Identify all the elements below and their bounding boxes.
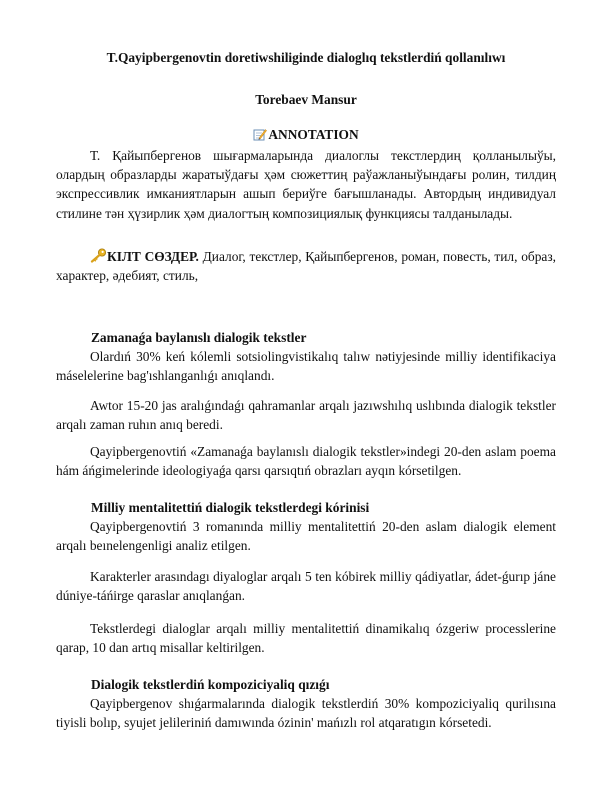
paper-title: T.Qayipbergenovtin doretiwshiliginde dialoglıq tekstlerdiń qollanılıwı [106, 50, 506, 65]
section-heading: Zamanaǵa baylanıslı dialogik tekstler [91, 330, 307, 345]
section-paragraph: Qayipbergenovtiń 3 romanında milliy mentalitettiń 20-den aslam dialogik element arqalı beınelengenligi analiz etilgen. [56, 519, 556, 554]
annotation-text: Т. Қайыпбергенов шығармаларында диалоглы текстлердиң қолланылыўы, олардың образларды жаратыўдағы ҳәм сюжеттиң раўажланыўындағы ролин, тилдиң экспрессивлик имканиятларын ашып бериўге бағышланады. Автордың индивидуал стилине тән ҳүзирлик ҳәм диалогтың композициялық функциясы талданылады. [56, 148, 556, 221]
annotation-heading-text: ANNOTATION [268, 127, 359, 142]
section-paragraph: Olardıń 30% keń kólemli sotsiolingvistikalıq talıw nətiyjesinde milliy identifikaciya máselelerine bag'ıshlanganlıǵı anıqlandı. [56, 349, 556, 384]
section-heading: Milliy mentalitettiń dialogik tekstlerdegi kórinisi [91, 500, 370, 515]
keywords-text: Диалог, текстлер, Қайыпбергенов, роман, повесть, тил, образ, характер, әдебият, стиль, [56, 249, 556, 284]
section-heading: Dialogik tekstlerdiń kompoziciyaliq qızıǵı [91, 677, 330, 692]
section-paragraph: Awtor 15-20 jas aralıǵındaǵı qahramanlar arqalı jazıwshılıq uslıbında dialogik tekstler arqalı zaman ruhın anıq beredi. [56, 398, 556, 433]
memo-icon [253, 128, 267, 141]
paper-author: Torebaev Mansur [255, 92, 357, 107]
keywords-paragraph [56, 247, 556, 285]
keywords-label: КІЛТ СӨЗДЕР. [107, 249, 199, 264]
section-paragraph: Tekstlerdegi dialoglar arqalı milliy mentalitettiń dinamikalıq ózgeriw processlerine qarap, 10 dan artıq misallar keltirilgen. [56, 621, 556, 656]
section-paragraph: Karakterler arasındagı diyaloglar arqalı 5 ten kóbirek milliy qádiyatlar, ádet-ǵurıp jáne dúniye-táńirge qaraslar anıqlanǵan. [56, 569, 556, 604]
annotation-heading [60, 127, 552, 143]
section-paragraph: Qayipbergenov shıǵarmalarında dialogik tekstlerdiń 30% kompoziciyaliq qurilısına tiyisli bolıp, syujet jelileriniń damıwında ózinin' mańızlı rol atqaratıgın kórsetedi. [56, 696, 556, 731]
key-icon [90, 248, 107, 263]
section-paragraph: Qayipbergenovtiń «Zamanaǵa baylanıslı dialogik tekstler»indegi 20-den aslam poema hám áńgimelerinde ideologiyaǵa qarsı qarsıqtıń obrazları ayqın kórsetilgen. [56, 444, 556, 479]
